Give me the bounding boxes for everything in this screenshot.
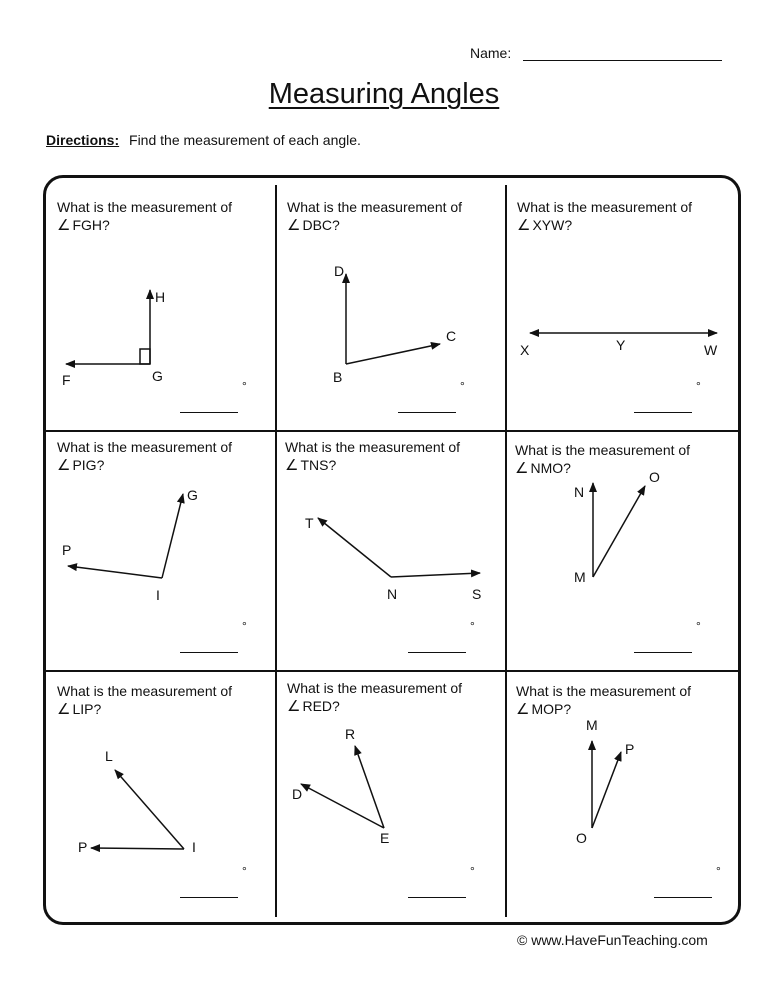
question-text: What is the measurement of ∠ XYW?: [517, 199, 693, 234]
directions-label: Directions:: [46, 132, 120, 148]
answer-blank[interactable]: °: [408, 880, 466, 898]
directions-text: Find the measurement of each angle.: [129, 132, 361, 148]
point-label: P: [625, 741, 635, 757]
ray-OP: [592, 752, 621, 828]
ray-IG: [162, 494, 183, 578]
ray-BC: [346, 344, 440, 364]
point-label: T: [305, 515, 314, 531]
answer-blank[interactable]: °: [180, 395, 238, 413]
answer-blank[interactable]: °: [180, 880, 238, 898]
point-label: M: [574, 569, 586, 585]
question-text: What is the measurement of ∠ PIG?: [57, 439, 233, 474]
question-text: What is the measurement of ∠ MOP?: [516, 683, 692, 718]
answer-blank[interactable]: °: [634, 635, 692, 653]
point-label: C: [446, 328, 457, 344]
question-text: What is the measurement of ∠ FGH?: [57, 199, 233, 234]
answer-blank[interactable]: °: [654, 880, 712, 898]
point-label: O: [649, 469, 660, 485]
point-label: N: [387, 586, 398, 602]
point-label: I: [192, 839, 196, 855]
question-text: What is the measurement of ∠ NMO?: [515, 442, 691, 477]
point-label: M: [586, 717, 598, 733]
point-label: E: [380, 830, 390, 846]
point-label: W: [704, 342, 718, 358]
page-title: Measuring Angles: [268, 78, 500, 110]
question-text: What is the measurement of ∠ TNS?: [285, 439, 461, 474]
point-label: D: [292, 786, 303, 802]
point-label: O: [576, 830, 587, 846]
answer-blank[interactable]: °: [634, 395, 692, 413]
point-label: N: [574, 484, 585, 500]
ray-NS: [391, 573, 480, 577]
ray-NT: [318, 518, 391, 577]
answer-blank[interactable]: °: [180, 635, 238, 653]
ray-IP2: [91, 848, 184, 849]
point-label: S: [472, 586, 482, 602]
point-label: B: [333, 369, 343, 385]
point-label: I: [156, 587, 160, 603]
point-label: F: [62, 372, 71, 388]
name-label: Name:: [470, 45, 512, 61]
point-label: H: [155, 289, 166, 305]
point-label: P: [78, 839, 88, 855]
point-label: P: [62, 542, 72, 558]
question-text: What is the measurement of ∠ DBC?: [287, 199, 463, 234]
point-label: L: [105, 748, 113, 764]
ray-MO: [593, 486, 645, 577]
right-angle-marker: [140, 349, 150, 364]
ray-IL: [115, 770, 184, 849]
question-text: What is the measurement of ∠ LIP?: [57, 683, 233, 718]
answer-blank[interactable]: °: [398, 395, 456, 413]
answer-blank[interactable]: °: [408, 635, 466, 653]
question-text: What is the measurement of ∠ RED?: [287, 680, 463, 715]
ray-IP: [68, 566, 162, 578]
point-label: X: [520, 342, 530, 358]
point-label: Y: [616, 337, 626, 353]
point-label: D: [334, 263, 345, 279]
point-label: G: [152, 368, 163, 384]
footer-copyright: © www.HaveFunTeaching.com: [517, 932, 708, 948]
point-label: R: [345, 726, 356, 742]
point-label: G: [187, 487, 198, 503]
